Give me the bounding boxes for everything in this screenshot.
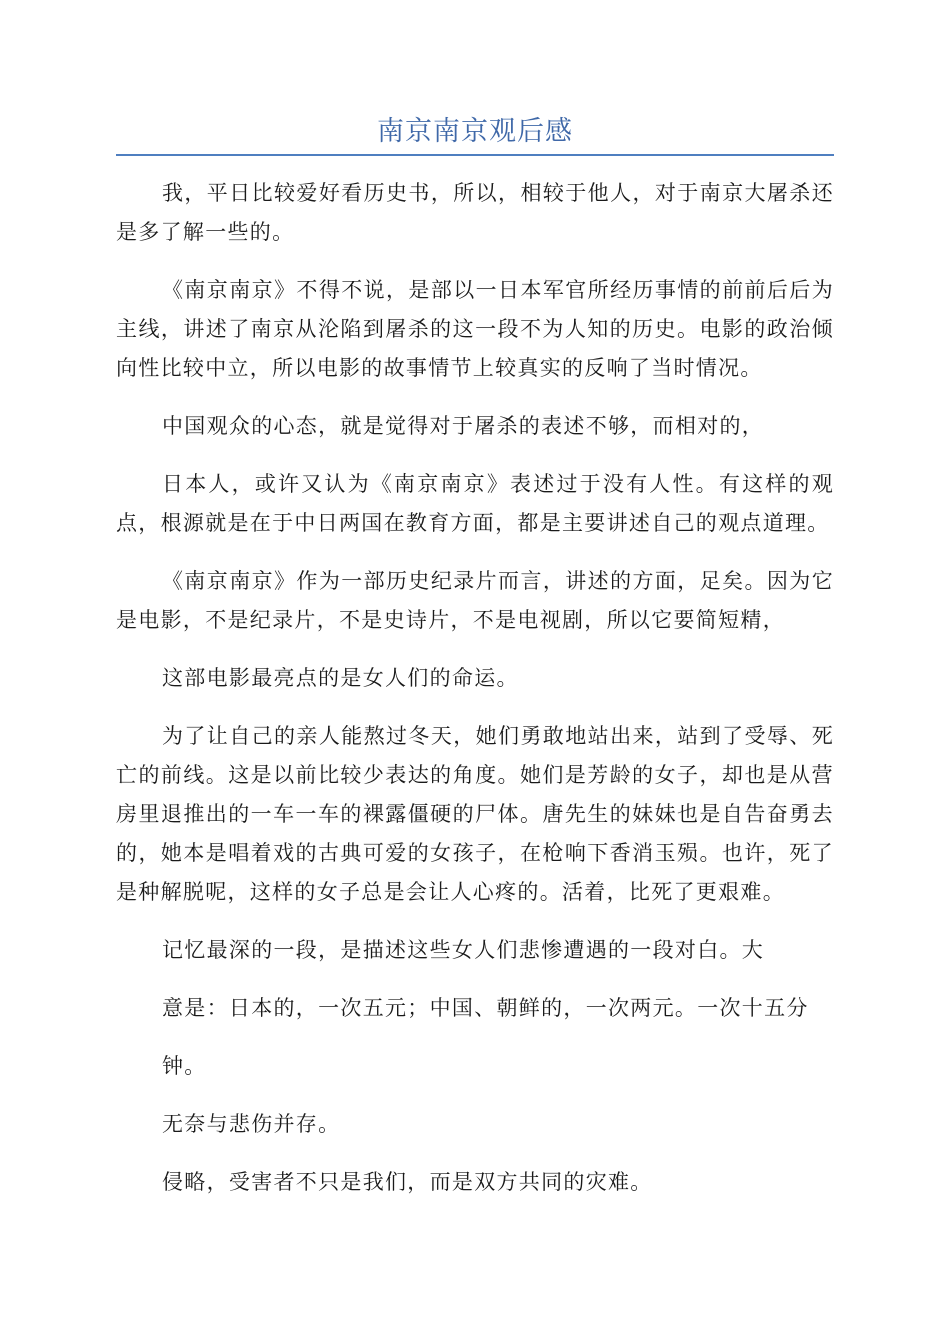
paragraph-7: 为了让自己的亲人能熬过冬天，她们勇敢地站出来，站到了受辱、死亡的前线。这是以前比较少表达的角度。她们是芳龄的女子，却也是从营房里退推出的一车一车的裸露僵硬的尸体。唐先生的妹妹也是自告奋勇去的，她本是唱着戏的古典可爱的女孩子，在枪响下香消玉殒。也许，死了是种解脱呢，这样的女子总是会让人心疼的。活着，比死了更艰难。 — [116, 724, 834, 904]
paragraph-4: 日本人，或许又认为《南京南京》表述过于没有人性。有这样的观点，根源就是在于中日两国在教育方面，都是主要讲述自己的观点道理。 — [116, 472, 834, 535]
paragraph-6: 这部电影最亮点的是女人们的命运。 — [162, 666, 519, 690]
paragraph-10: 钟。 — [162, 1054, 207, 1078]
paragraph-8: 记忆最深的一段，是描述这些女人们悲惨遭遇的一段对白。大 — [162, 938, 765, 962]
document-title: 南京南京观后感 — [377, 116, 573, 147]
paragraph-3: 中国观众的心态，就是觉得对于屠杀的表述不够，而相对的， — [162, 414, 765, 438]
title-underline — [116, 154, 834, 156]
paragraph-11: 无奈与悲伤并存。 — [162, 1112, 341, 1136]
paragraph-2: 《南京南京》不得不说，是部以一日本军官所经历事情的前前后后为主线，讲述了南京从沦陷到屠杀的这一段不为人知的历史。电影的政治倾向性比较中立，所以电影的故事情节上较真实的反响了当时情况。 — [116, 278, 834, 380]
paragraph-1: 我，平日比较爱好看历史书，所以，相较于他人，对于南京大屠杀还是多了解一些的。 — [116, 181, 834, 244]
document-body — [116, 174, 834, 1221]
paragraph-12: 侵略，受害者不只是我们，而是双方共同的灾难。 — [162, 1170, 653, 1194]
paragraph-9: 意是：日本的，一次五元；中国、朝鲜的，一次两元。一次十五分 — [162, 996, 809, 1020]
paragraph-5: 《南京南京》作为一部历史纪录片而言，讲述的方面，足矣。因为它是电影，不是纪录片，不是史诗片，不是电视剧，所以它要简短精， — [116, 569, 834, 632]
